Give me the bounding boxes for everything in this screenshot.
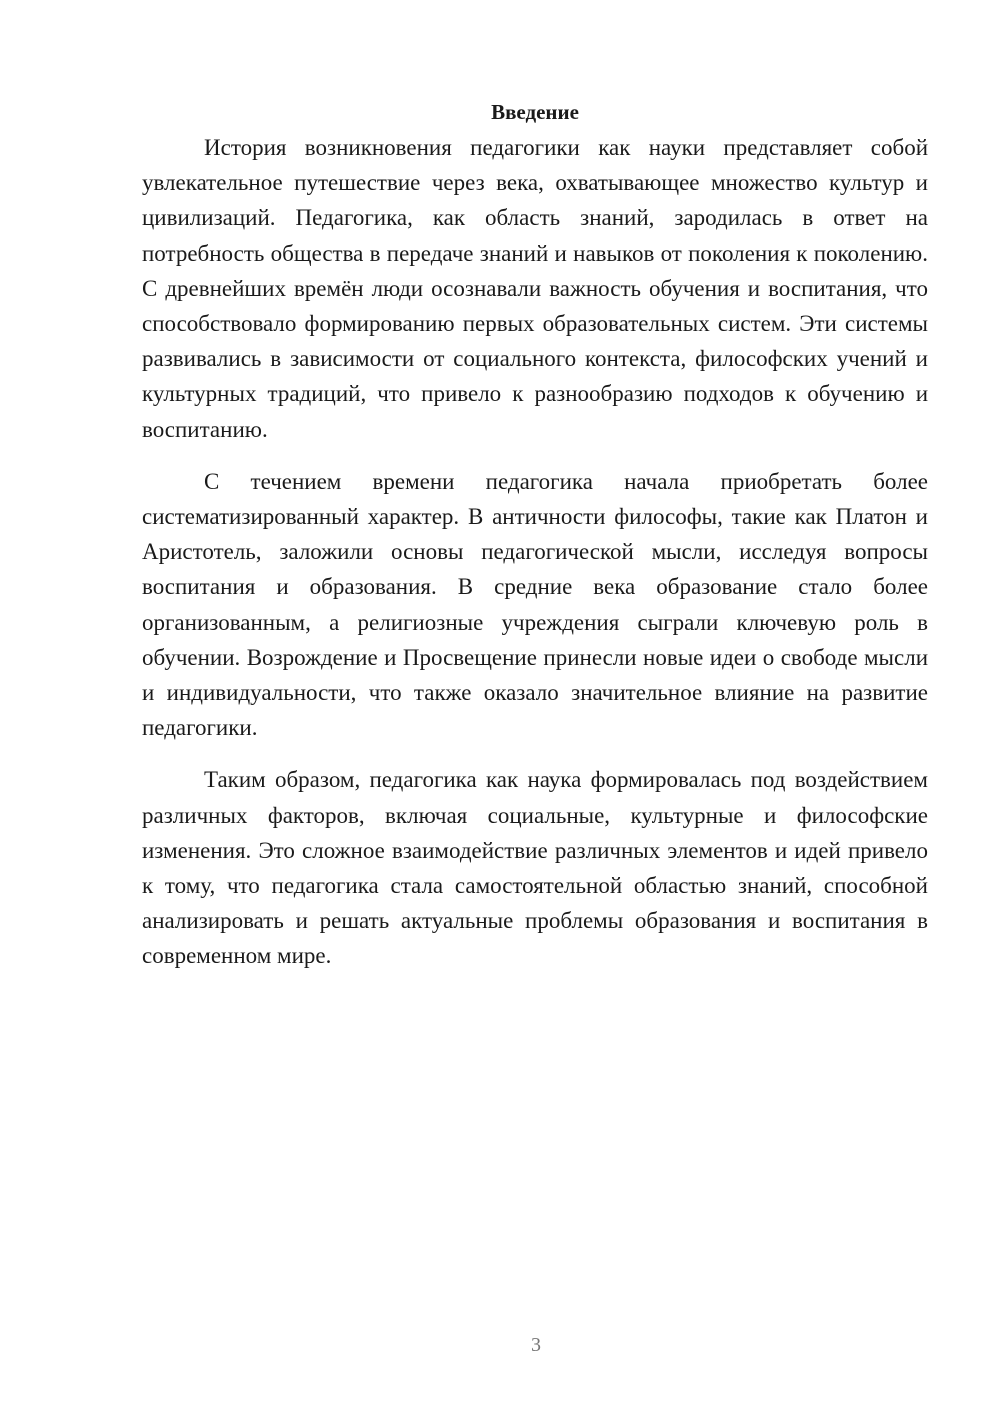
paragraph-3: Таким образом, педагогика как наука формировалась под воздействием различных факторов, включая социальные, культурные и философские изменения. Это сложное взаимодействие различных элементов и идей привело к тому, что педагогика стала самостоятельной областью знаний, способной анализировать и решать актуальные проблемы образования и воспитания в современном мире. [142, 767, 928, 969]
paragraph-1: История возникновения педагогики как науки представляет собой увлекательное путешествие через века, охватывающее множество культур и цивилизаций. Педагогика, как область знаний, зародилась в ответ на потребность общества в передаче знаний и навыков от поколения к поколению. С древнейших времён люди осознавали важность обучения и воспитания, что способствовало формированию первых образовательных систем. Эти системы развивались в зависимости от социального контекста, философских учений и культурных традиций, что привело к разнообразию подходов к обучению и воспитанию. [142, 135, 928, 442]
paragraph-2: С течением времени педагогика начала приобретать более систематизированный характер. В античности философы, такие как Платон и Аристотель, заложили основы педагогической мысли, исследуя вопросы воспитания и образования. В средние века образование стало более организованным, а религиозные учреждения сыграли ключевую роль в обучении. Возрождение и Просвещение принесли новые идеи о свободе мысли и индивидуальности, что также оказало значительное влияние на развитие педагогики. [142, 468, 928, 741]
page-content [142, 94, 928, 974]
section-title: Введение [491, 100, 579, 124]
page-number: 3 [531, 1334, 541, 1356]
